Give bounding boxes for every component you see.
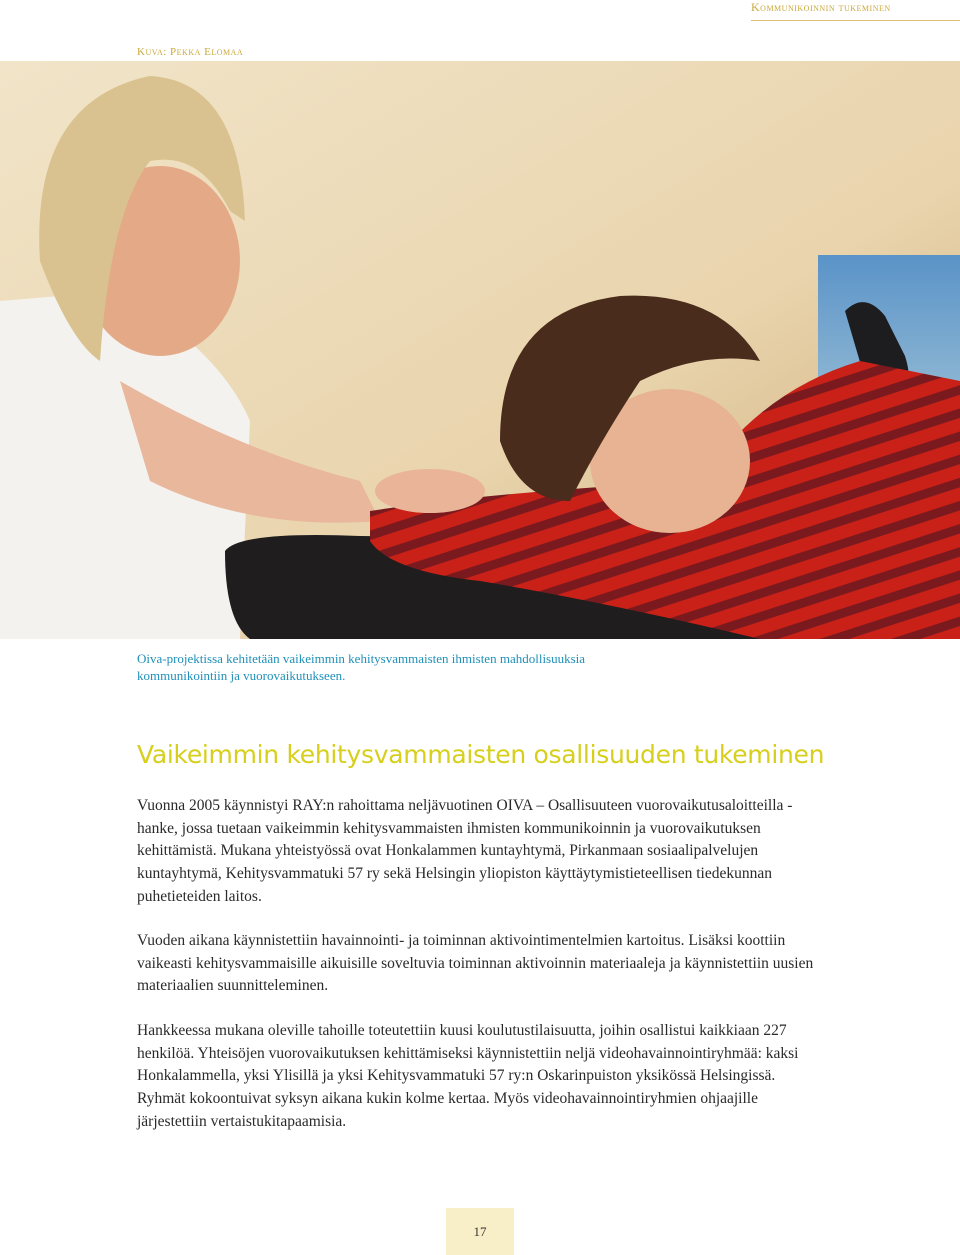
photo-caption: Oiva-projektissa kehitetään vaikeimmin kehitysvammaisten ihmisten mahdollisuuksia kommunikointiin ja vuorovaikutukseen. bbox=[137, 651, 586, 683]
page-number-text: 17 bbox=[473, 1223, 487, 1239]
paragraph-3: Hankkeessa mukana oleville tahoille toteutettiin kuusi koulutustilaisuutta, joihin osallistui kaikkiaan 227 henkilöä. Yhteisöjen vuorovaikutuksen kehittämiseksi käynnistettiin neljä videohavainnointiryhmää: kaksi Honkalammella, yksi Ylisillä ja yksi Kehitysvammatuki 57 ry:n Oskarinpuiston yksikössä Helsingissä. Ryhmät kokoontuivat syksyn aikana kukin kolme kertaa. Myös videohavainnointiryhmien ohjaajille järjestettiin vertaistukitapaamisia. bbox=[137, 1022, 799, 1130]
photo-illustration bbox=[0, 61, 960, 639]
section-title: Kommunikoinnin tukeminen bbox=[751, 0, 891, 14]
photo-credit: Kuva: Pekka Elomaa bbox=[137, 46, 244, 58]
header-rule bbox=[751, 20, 960, 21]
photo bbox=[0, 61, 960, 639]
page-number bbox=[446, 1208, 514, 1255]
article-title: Vaikeimmin kehitysvammaisten osallisuuden tukeminen bbox=[137, 740, 825, 769]
paragraph-2: Vuoden aikana käynnistettiin havainnointi- ja toiminnan aktivointimentelmien kartoitus. Lisäksi koottiin vaikeasti kehitysvammaisille aikuisille soveltuvia toiminnan aktivoinnin materiaaleja ja käynnistettiin uusien materiaalien suunnitteleminen. bbox=[137, 932, 814, 995]
running-header bbox=[751, 0, 960, 14]
paragraph-1: Vuonna 2005 käynnistyi RAY:n rahoittama neljävuotinen OIVA – Osallisuuteen vuorovaikutusaloitteilla -hanke, jossa tuetaan vaikeimmin kehitysvammaisten ihmisten kommunikoinnin ja vuorovaikutuksen kehittämistä. Mukana yhteistyössä ovat Honkalammen kuntayhtymä, Pirkanmaan sosiaalipalvelujen kuntayhtymä, Kehitysvammatuki 57 ry sekä Helsingin yliopiston käyttäytymistieteellisen tiedekunnan puhetieteiden laitos. bbox=[137, 797, 793, 905]
